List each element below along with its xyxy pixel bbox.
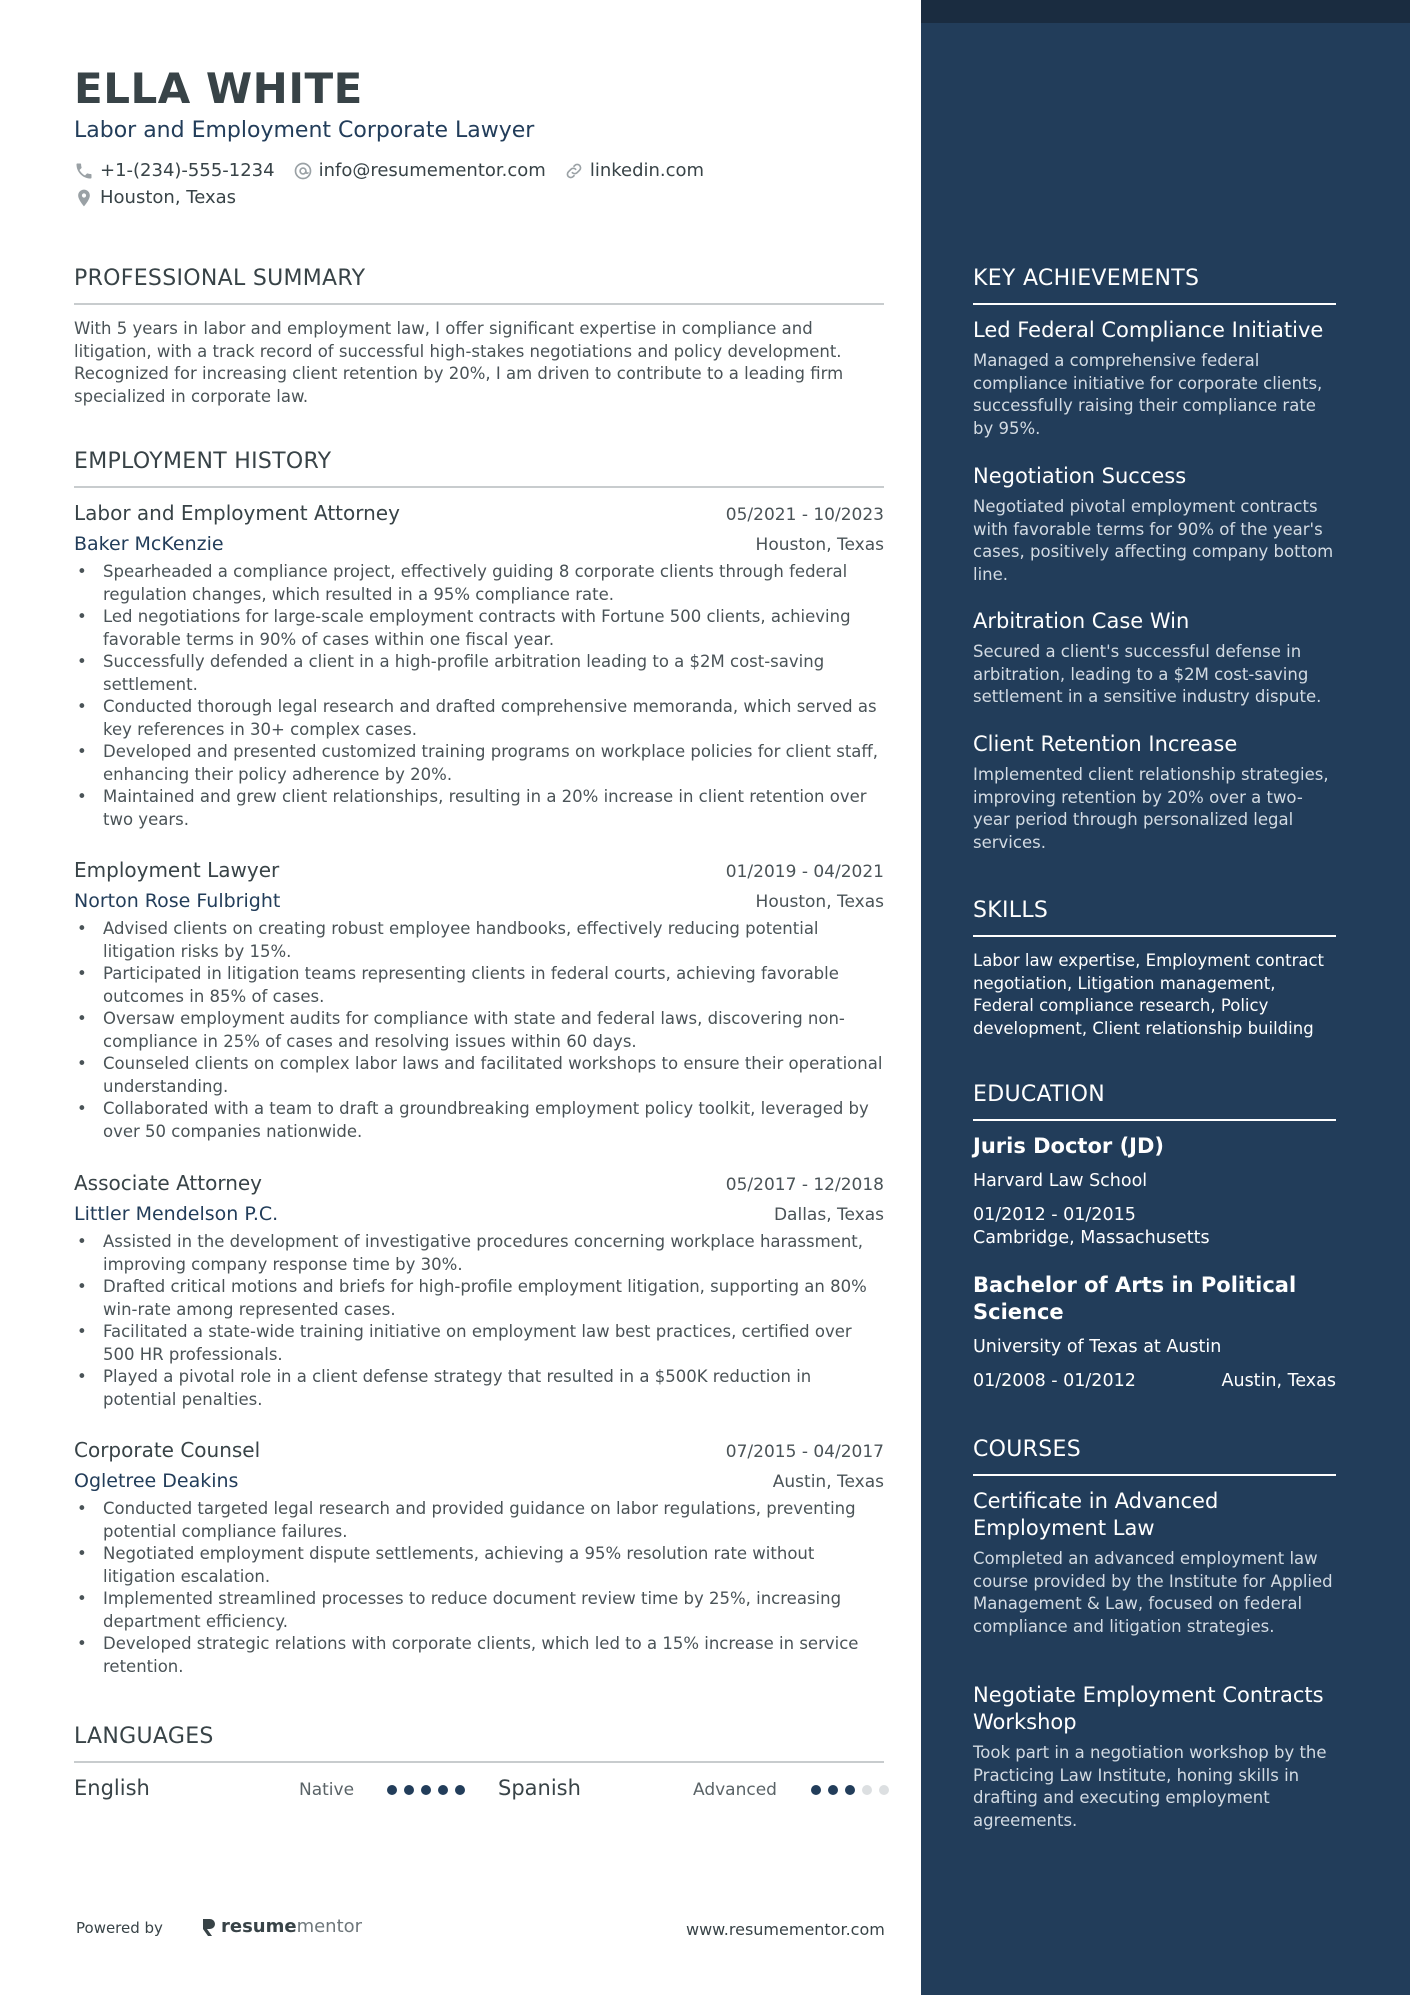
job-role: Corporate Counsel [74,1438,261,1462]
job-company: Littler Mendelson P.C. [74,1203,279,1225]
languages-row [74,1776,884,1806]
job-entry [74,858,884,1143]
rating-dot-filled [421,1785,431,1795]
course-title: Certificate in Advanced Employment Law [973,1489,1219,1540]
job-location: Austin, Texas [772,1472,884,1492]
achievement-text: Managed a comprehensive federal compliance initiative for corporate clients, successfully raising their compliance rate by 95%. [973,351,1323,438]
phone-text: +1-(234)-555-1234 [100,160,275,181]
achievement-title: Led Federal Compliance Initiative [973,318,1324,342]
job-bullet: • Successfully defended a client in a high-profile arbitration leading to a $2M cost-saving settlement. [74,651,884,696]
job-bullet: • Drafted critical motions and briefs for high-profile employment litigation, supporting an 80% win-rate among represented cases. [74,1276,884,1321]
courses-heading: COURSES [973,1437,1336,1476]
achievement-title: Arbitration Case Win [973,609,1190,633]
job-location: Houston, Texas [755,892,884,912]
education-dates: 01/2012 - 01/2015 [973,1205,1136,1225]
course-item [973,1488,1336,1638]
job-bullet: • Negotiated employment dispute settlements, achieving a 95% resolution rate without litigation escalation. [74,1543,884,1588]
course-title: Negotiate Employment Contracts Workshop [973,1683,1324,1734]
contact-email[interactable] [293,160,546,181]
email-text: info@resumementor.com [318,160,546,181]
link-icon [564,161,584,181]
employment-heading: EMPLOYMENT HISTORY [74,449,884,488]
achievements-heading: KEY ACHIEVEMENTS [973,266,1336,305]
job-bullet: • Developed and presented customized training programs on workplace policies for client staff, enhancing their policy adherence by 20%. [74,741,884,786]
sidebar-top-band [921,0,1410,23]
job-location: Houston, Texas [755,535,884,555]
summary-heading: PROFESSIONAL SUMMARY [74,266,884,305]
at-icon [293,161,313,181]
summary-text: With 5 years in labor and employment law, I offer significant expertise in compliance and litigation, with a track record of successful high-stakes negotiations and policy development. Recognized for increasing client retention by 20%, I am driven to contribute to a leading firm specialized in corporate law. [74,319,844,406]
job-bullets [74,1498,884,1678]
education-item [973,1133,1336,1250]
language-level: Advanced [693,1780,777,1800]
job-bullet: • Led negotiations for large-scale employment contracts with Fortune 500 clients, achieving favorable terms in 90% of cases within one fiscal year. [74,606,884,651]
skills-heading: SKILLS [973,898,1336,937]
candidate-name: ELLA WHITE [74,64,363,113]
job-bullet: • Conducted thorough legal research and drafted comprehensive memoranda, which served as key references in 30+ complex cases. [74,696,884,741]
powered-by-label: Powered by [76,1919,163,1937]
education-meta [973,1370,1336,1393]
achievement-item [973,463,1336,586]
language-level: Native [299,1780,355,1800]
education-item [973,1272,1336,1393]
language-rating [811,1785,896,1795]
education-location: Austin, Texas [1221,1371,1336,1391]
education-degree: Juris Doctor (JD) [973,1134,1165,1158]
job-entry [74,1438,884,1678]
job-bullets [74,561,884,831]
achievement-item [973,731,1336,854]
contact-row [74,160,722,181]
achievement-text: Secured a client's successful defense in arbitration, leading to a $2M cost-saving settlement in a sensitive industry dispute. [973,642,1322,706]
brand-light: mentor [296,1916,363,1937]
job-entry [74,1171,884,1411]
brand-logo[interactable] [200,1916,362,1937]
achievement-text: Implemented client relationship strategies, improving retention by 20% over a two-year period through personalized legal services. [973,765,1329,852]
education-degree: Bachelor of Arts in Political Science [973,1273,1297,1324]
job-company: Baker McKenzie [74,533,224,555]
brand-bold: resume [221,1916,297,1937]
achievement-text: Negotiated pivotal employment contracts with favorable terms for 90% of the year's cases, positively affecting company bottom line. [973,497,1334,584]
job-bullet: • Oversaw employment audits for compliance with state and federal laws, discovering non-compliance in 25% of cases and resolving issues within 60 days. [74,1008,884,1053]
achievement-item [973,608,1336,709]
course-text: Took part in a negotiation workshop by the Practicing Law Institute, honing skills in drafting and executing employment agreements. [973,1743,1327,1830]
contact-location [74,187,236,208]
job-bullet: • Developed strategic relations with corporate clients, which led to a 15% increase in service retention. [74,1633,884,1678]
job-role: Associate Attorney [74,1171,263,1195]
job-bullet: • Conducted targeted legal research and provided guidance on labor regulations, preventing potential compliance failures. [74,1498,884,1543]
language-rating [387,1785,472,1795]
language-name: Spanish [498,1776,581,1800]
contact-phone [74,160,275,181]
rating-dot-filled [845,1785,855,1795]
sidebar [921,0,1410,1995]
rating-dot-filled [438,1785,448,1795]
job-bullet: • Implemented streamlined processes to reduce document review time by 25%, increasing department efficiency. [74,1588,884,1633]
languages-heading: LANGUAGES [74,1724,884,1763]
job-dates: 07/2015 - 04/2017 [725,1442,884,1462]
job-location: Dallas, Texas [773,1205,884,1225]
achievement-item [973,317,1336,440]
rating-dot-filled [404,1785,414,1795]
linkedin-text: linkedin.com [589,160,705,181]
contact-linkedin[interactable] [564,160,704,181]
job-bullet: • Spearheaded a compliance project, effectively guiding 8 corporate clients through federal regulation changes, which resulted in a 95% compliance rate. [74,561,884,606]
job-entry [74,501,884,831]
achievement-title: Negotiation Success [973,464,1187,488]
phone-icon [74,161,94,181]
job-bullet: • Played a pivotal role in a client defense strategy that resulted in a $500K reduction in potential penalties. [74,1366,884,1411]
rating-dot-empty [862,1785,872,1795]
job-role: Employment Lawyer [74,858,280,882]
job-dates: 05/2021 - 10/2023 [725,505,884,525]
job-bullets [74,1231,884,1411]
rating-dot-filled [828,1785,838,1795]
rating-dot-filled [811,1785,821,1795]
candidate-title: Labor and Employment Corporate Lawyer [74,118,535,143]
job-company: Norton Rose Fulbright [74,890,281,912]
education-heading: EDUCATION [973,1082,1336,1121]
footer-url[interactable]: www.resumementor.com [686,1920,885,1939]
course-item [973,1682,1336,1832]
education-dates: 01/2008 - 01/2012 [973,1371,1136,1391]
job-bullet: • Maintained and grew client relationships, resulting in a 20% increase in client retention over two years. [74,786,884,831]
job-bullet: • Advised clients on creating robust employee handbooks, effectively reducing potential litigation risks by 15%. [74,918,884,963]
job-bullet: • Facilitated a state-wide training initiative on employment law best practices, certified over 500 HR professionals. [74,1321,884,1366]
job-bullet: • Counseled clients on complex labor laws and facilitated workshops to ensure their operational understanding. [74,1053,884,1098]
contact-row-2 [74,187,254,208]
education-location: Cambridge, Massachusetts [973,1228,1210,1248]
education-school: Harvard Law School [973,1171,1148,1191]
skills-text: Labor law expertise, Employment contract negotiation, Litigation management, Federal compliance research, Policy development, Client relationship building [973,951,1325,1038]
location-pin-icon [74,188,94,208]
skills-list [973,950,1336,1040]
course-text: Completed an advanced employment law course provided by the Institute for Applied Management & Law, focused on federal compliance and litigation strategies. [973,1549,1333,1636]
location-text: Houston, Texas [100,187,237,208]
resumementor-logo-icon [200,1917,218,1937]
job-bullet: • Collaborated with a team to draft a groundbreaking employment policy toolkit, leveraged by over 50 companies nationwide. [74,1098,884,1143]
job-role: Labor and Employment Attorney [74,501,400,525]
rating-dot-filled [455,1785,465,1795]
job-bullet: • Assisted in the development of investigative procedures concerning workplace harassment, improving company response time by 30%. [74,1231,884,1276]
job-company: Ogletree Deakins [74,1470,239,1492]
achievement-title: Client Retention Increase [973,732,1238,756]
job-dates: 05/2017 - 12/2018 [725,1175,884,1195]
job-bullet: • Participated in litigation teams representing clients in federal courts, achieving favorable outcomes in 85% of cases. [74,963,884,1008]
rating-dot-filled [387,1785,397,1795]
education-school: University of Texas at Austin [973,1337,1222,1357]
language-name: English [74,1776,150,1800]
job-dates: 01/2019 - 04/2021 [725,862,884,882]
rating-dot-empty [879,1785,889,1795]
job-bullets [74,918,884,1143]
